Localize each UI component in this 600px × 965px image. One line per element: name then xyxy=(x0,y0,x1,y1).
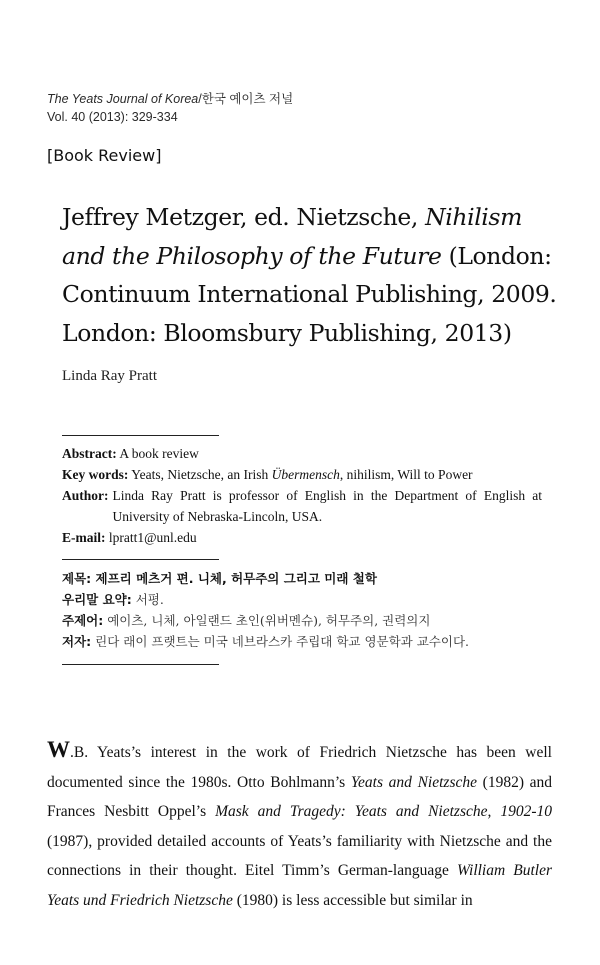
divider-bottom xyxy=(62,664,219,665)
keywords-text-a: Yeats, Nietzsche, an Irish xyxy=(128,467,272,482)
korean-summary-text: 서평. xyxy=(131,592,164,607)
korean-abstract-block xyxy=(62,568,469,652)
journal-name: The Yeats Journal of Korea xyxy=(47,92,199,106)
author-info-row xyxy=(62,485,542,527)
body-italic-2: Mask and Tragedy: Yeats and Nietzsche, 1902-10 xyxy=(215,803,552,820)
title-part-1: Jeffrey Metzger, ed. Nietzsche, xyxy=(62,203,426,231)
body-text-1: .B. Yeats’s interest in the work of Friedrich Nietzsche has been well documented since the 1980s. Otto Bohlmann’s xyxy=(47,744,552,791)
korean-summary-row xyxy=(62,589,469,610)
abstract-row xyxy=(62,443,542,464)
volume-line: Vol. 40 (2013): 329-334 xyxy=(47,110,178,124)
korean-author-row xyxy=(62,631,469,652)
korean-summary-label: 우리말 요약: xyxy=(62,592,132,607)
body-italic-3: William Butler Yeats und Friedrich Nietzsche xyxy=(47,862,552,909)
body-text-4: (1980) is less accessible but similar in xyxy=(232,891,473,909)
keywords-text-b: , nihilism, Will to Power xyxy=(339,467,473,482)
korean-author-label: 저자: xyxy=(62,634,92,649)
article-title xyxy=(62,198,562,352)
author-label: Author: xyxy=(62,488,109,503)
journal-header xyxy=(47,90,293,126)
email-row xyxy=(62,527,542,548)
body-italic-1: Yeats and Nietzsche xyxy=(350,773,477,791)
email-address[interactable]: lpratt1@unl.edu xyxy=(105,530,197,545)
abstract-label: Abstract: xyxy=(62,446,117,461)
title-part-2: (London: Continuum International Publishing, 2009. London: Bloomsbury Publishing, 2013) xyxy=(62,241,557,347)
journal-title-line xyxy=(47,90,293,108)
keywords-label: Key words: xyxy=(62,467,129,482)
drop-cap: W xyxy=(47,737,70,762)
divider-top xyxy=(62,435,219,436)
korean-keywords-label: 주제어: xyxy=(62,613,104,628)
body-paragraph xyxy=(47,735,552,915)
title-italic: Nihilism and the Philosophy of the Future xyxy=(62,203,522,270)
korean-keywords-row xyxy=(62,610,469,631)
abstract-block xyxy=(62,443,542,548)
divider-middle xyxy=(62,559,219,560)
korean-title-row xyxy=(62,568,469,589)
section-label: [Book Review] xyxy=(47,146,162,165)
korean-title: 제목: 제프리 메츠거 편. 니체, 허무주의 그리고 미래 철학 xyxy=(62,571,377,586)
author-info-text: Linda Ray Pratt is professor of English in the Department of English at University of Nebraska-Lincoln, USA. xyxy=(112,488,542,524)
body-text-2: (1982) and Frances Nesbitt Oppel’s xyxy=(47,773,553,820)
journal-korean-name: /한국 예이츠 저널 xyxy=(198,92,294,106)
author-name: Linda Ray Pratt xyxy=(62,368,157,384)
korean-author-text: 린다 래이 프랫트는 미국 네브라스카 주립대 학교 영문학과 교수이다. xyxy=(91,634,469,649)
email-label: E-mail: xyxy=(62,530,106,545)
korean-keywords-text: 예이츠, 니체, 아일랜드 초인(위버멘슈), 허무주의, 권력의지 xyxy=(103,613,431,628)
keywords-row xyxy=(62,464,542,485)
body-text-3: (1987), provided detailed accounts of Yeats’s familiarity with Nietzsche and the connections in their thought. Eitel Timm’s German-language xyxy=(47,832,552,879)
keywords-italic: Übermensch xyxy=(271,467,340,482)
abstract-text: A book review xyxy=(116,446,199,461)
